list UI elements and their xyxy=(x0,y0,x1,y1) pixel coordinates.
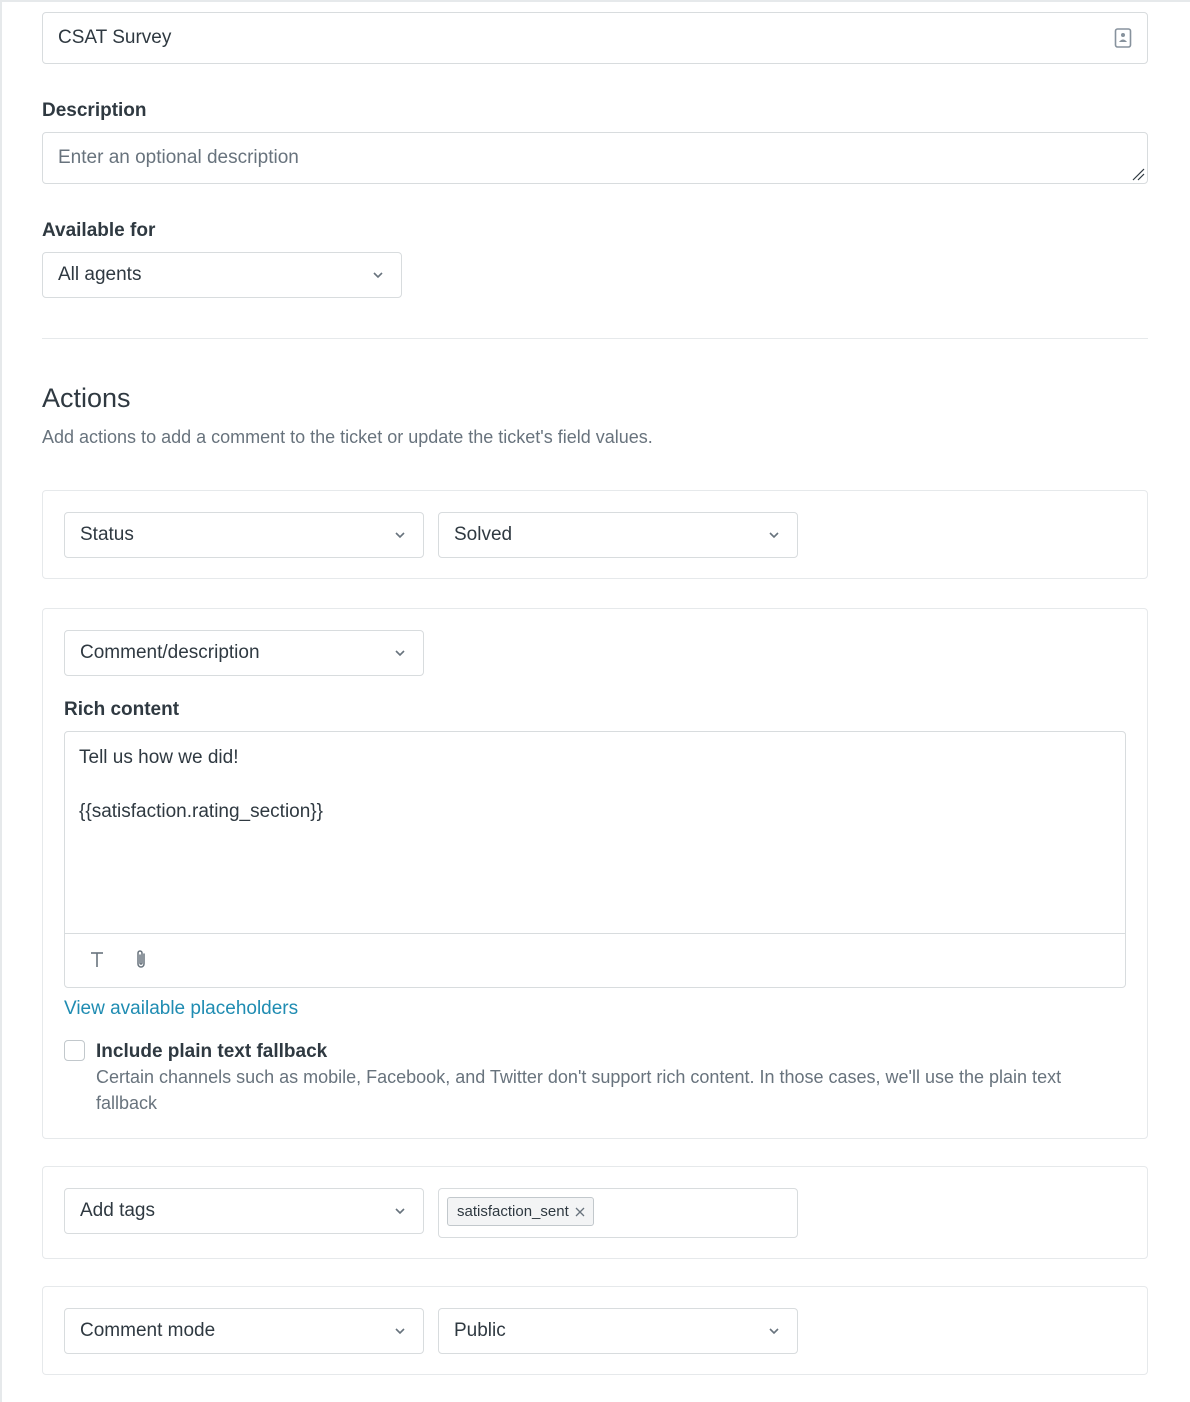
editor-line-2: {{satisfaction.rating_section}} xyxy=(79,801,324,822)
available-for-value: All agents xyxy=(58,264,142,285)
plain-text-fallback-checkbox[interactable] xyxy=(64,1040,85,1061)
action-value-text: Solved xyxy=(454,524,513,545)
tag-chip xyxy=(447,1197,594,1226)
view-placeholders-link[interactable]: View available placeholders xyxy=(64,998,299,1019)
action-field-value: Add tags xyxy=(80,1200,155,1221)
description-placeholder: Enter an optional description xyxy=(58,147,299,168)
action-field-select[interactable] xyxy=(64,630,424,676)
tags-input[interactable] xyxy=(438,1188,798,1238)
action-value-select[interactable] xyxy=(438,1308,798,1354)
action-field-value: Comment mode xyxy=(80,1320,216,1341)
tag-chip-label: satisfaction_sent xyxy=(457,1203,569,1220)
chevron-down-icon xyxy=(392,527,408,543)
action-value-select[interactable] xyxy=(438,512,798,558)
page-top-border xyxy=(0,0,1190,2)
editor-line-1: Tell us how we did! xyxy=(79,747,239,768)
chevron-down-icon xyxy=(370,267,386,283)
resize-handle-icon[interactable] xyxy=(1131,167,1145,181)
description-label: Description xyxy=(42,100,147,121)
description-textarea[interactable] xyxy=(42,132,1148,184)
available-for-select[interactable] xyxy=(42,252,402,298)
available-for-label: Available for xyxy=(42,220,156,241)
macro-title-value: CSAT Survey xyxy=(58,27,172,48)
rich-content-editor[interactable] xyxy=(64,731,1126,988)
action-value-text: Public xyxy=(454,1320,506,1341)
chevron-down-icon xyxy=(392,1323,408,1339)
chevron-down-icon xyxy=(392,645,408,661)
chevron-down-icon xyxy=(392,1203,408,1219)
action-card-comment xyxy=(42,608,1148,1139)
close-icon[interactable] xyxy=(575,1207,585,1217)
action-field-value: Comment/description xyxy=(80,642,260,663)
macro-title-input[interactable] xyxy=(42,12,1148,64)
action-card-tags xyxy=(42,1166,1148,1259)
chevron-down-icon xyxy=(766,1323,782,1339)
plain-text-fallback-label[interactable]: Include plain text fallback xyxy=(96,1041,328,1062)
actions-heading: Actions xyxy=(42,383,131,413)
action-field-select[interactable] xyxy=(64,1308,424,1354)
action-field-select[interactable] xyxy=(64,512,424,558)
chevron-down-icon xyxy=(766,527,782,543)
action-card-comment-mode xyxy=(42,1286,1148,1375)
action-field-value: Status xyxy=(80,524,134,545)
plain-text-fallback-hint: Certain channels such as mobile, Facebook, and Twitter don't support rich content. In those cases, we'll use the plain text fallback xyxy=(96,1067,1062,1113)
actions-hint: Add actions to add a comment to the ticket or update the ticket's field values. xyxy=(42,427,653,447)
paperclip-icon[interactable] xyxy=(133,949,149,971)
editor-toolbar xyxy=(65,933,1125,987)
text-format-icon[interactable] xyxy=(89,951,105,969)
contact-card-icon[interactable] xyxy=(1114,28,1132,48)
section-divider xyxy=(42,338,1148,339)
rich-content-label: Rich content xyxy=(64,699,180,720)
page-left-border xyxy=(0,0,2,1402)
action-field-select[interactable] xyxy=(64,1188,424,1234)
action-card-status xyxy=(42,490,1148,579)
